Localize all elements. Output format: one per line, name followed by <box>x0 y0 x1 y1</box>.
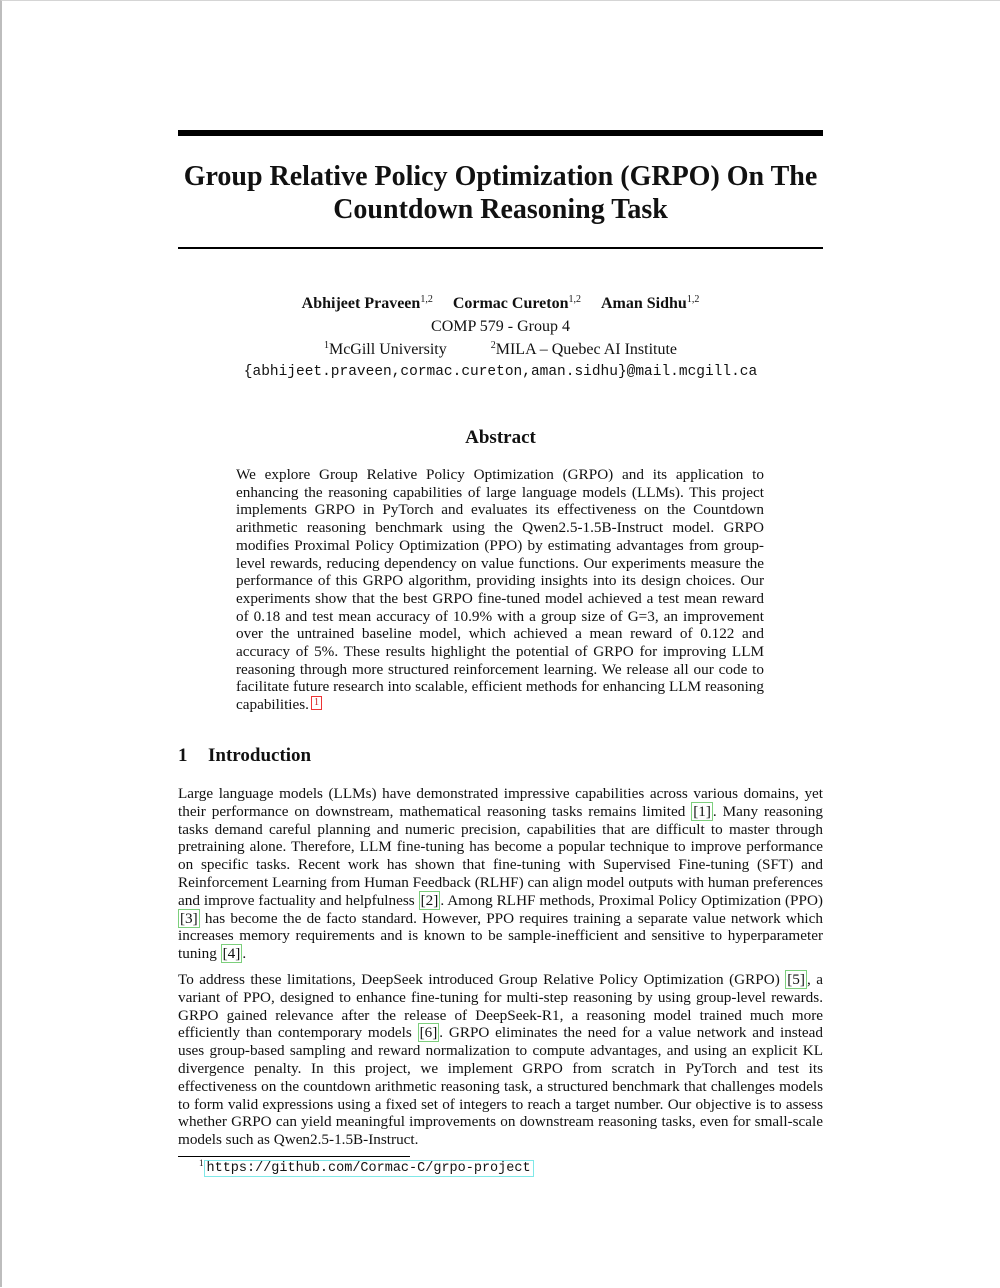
footnote <box>199 1159 534 1176</box>
paragraph-text: . <box>242 945 247 963</box>
title-bottom-rule <box>178 247 823 249</box>
author-emails: {abhijeet.praveen,cormac.cureton,aman.sidhu}@mail.mcgill.ca <box>243 364 758 380</box>
author-affiliation-mark: 1,2 <box>568 294 581 305</box>
paragraph-text: Large language models (LLMs) have demonstrated impressive capabilities across various domains, yet their performance on downstream, mathematical reasoning tasks remains limited <box>178 785 823 820</box>
footnote-url-link[interactable]: https://github.com/Cormac-C/grpo-project <box>204 1160 534 1177</box>
paper-title: Group Relative Policy Optimization (GRPO) On The Countdown Reasoning Task <box>183 161 818 225</box>
author-affiliation-mark: 1,2 <box>420 294 433 305</box>
paragraph-text: , a variant of PPO, designed to enhance fine-tuning for multi-step reasoning by using group-level rewards. GRPO gained relevance after the release of DeepSeek-R1, a reasoning model trained much more efficiently than contemporary models <box>178 971 823 1042</box>
paragraph-text: . GRPO eliminates the need for a value network and instead uses group-based sampling and reward normalization to compute advantages, and using an explicit KL divergence penalty. In this project, we implement GRPO from scratch in PyTorch and test its effectiveness on the countdown arithmetic reasoning task, a structured benchmark that challenges models to form valid expressions using a fixed set of integers to reach a target number. Our objective is to assess whether GRPO can yield meaningful improvements on downstream reasoning tasks, even for small-scale models such as Qwen2.5-1.5B-Instruct. <box>178 1024 823 1149</box>
section-heading <box>178 745 823 767</box>
affiliations <box>178 338 823 361</box>
intro-paragraph-1 <box>178 785 823 963</box>
citation-link[interactable]: [6] <box>419 1024 438 1042</box>
citation-link[interactable]: [1] <box>693 802 711 820</box>
abstract-heading: Abstract <box>465 427 536 448</box>
section-number: 1 <box>178 745 188 766</box>
author-names <box>178 292 823 315</box>
citation-link[interactable]: [3] <box>180 909 198 927</box>
author-name: Aman Sidhu <box>601 295 687 312</box>
citation-link[interactable]: [5] <box>787 971 805 988</box>
author-block <box>178 292 823 384</box>
abstract-text: We explore Group Relative Policy Optimization (GRPO) and its application to enhancing the reasoning capabilities of large language models (LLMs). This project implements GRPO in PyTorch and evaluates its effectiveness on the Countdown arithmetic reasoning benchmark using the Qwen2.5-1.5B-Instruct model. GRPO modifies Proximal Policy Optimization (PPO) by estimating advantages from group-level rewards, reducing dependency on value functions. Our experiments measure the performance of this GRPO algorithm, providing insights into its design choices. Our experiments show that the best GRPO fine-tuned model achieved a test mean reward of 0.18 and test mean accuracy of 10.9% with a group size of G=3, an improvement over the untrained baseline model, which achieved a mean reward of 0.122 and accuracy of 5%. These results highlight the potential of GRPO for improving LLM reasoning through more structured reinforcement learning. We release all our code to facilitate future research into scalable, efficient methods for enhancing LLM reasoning capabilities. <box>236 466 764 714</box>
footnote-rule <box>178 1156 410 1157</box>
group-label: COMP 579 - Group 4 <box>431 318 570 335</box>
affiliation-number: 2 <box>490 340 496 351</box>
affiliation-number: 1 <box>323 340 329 351</box>
citation-link[interactable]: [4] <box>222 945 241 963</box>
author-name: Cormac Cureton <box>452 295 569 312</box>
affiliation-name: McGill University <box>328 341 447 358</box>
affiliation-name: MILA – Quebec AI Institute <box>495 341 678 358</box>
section-title: Introduction <box>208 745 312 766</box>
abstract-body <box>236 466 764 714</box>
author-affiliation-mark: 1,2 <box>686 294 700 305</box>
paragraph-text: To address these limitations, DeepSeek introduced Group Relative Policy Optimization (GRPO) <box>178 971 786 988</box>
paragraph-text: . Many reasoning tasks demand careful planning and numeric precision, capabilities that are difficult to master through pretraining alone. Therefore, LLM fine-tuning has become a popular technique to improve performance on specific tasks. Recent work has shown that fine-tuning with Supervised Fine-tuning (SFT) and Reinforcement Learning from Human Feedback (RLHF) can align model outputs with human preferences and improve factuality and helpfulness <box>178 802 823 909</box>
footnote-mark: 1 <box>199 1158 204 1168</box>
footnote-link[interactable]: 1 <box>311 696 322 710</box>
citation-link[interactable]: [2] <box>420 891 439 909</box>
title-top-rule <box>178 130 823 136</box>
paragraph-text: . Among RLHF methods, Proximal Policy Optimization (PPO) <box>440 891 823 909</box>
paragraph-text: has become the de facto standard. However, PPO requires training a separate value network which increases memory requirements and is known to be sample-inefficient and sensitive to hyperparameter tuning <box>178 909 823 963</box>
intro-paragraph-2 <box>178 971 823 1149</box>
author-name: Abhijeet Praveen <box>301 295 421 312</box>
